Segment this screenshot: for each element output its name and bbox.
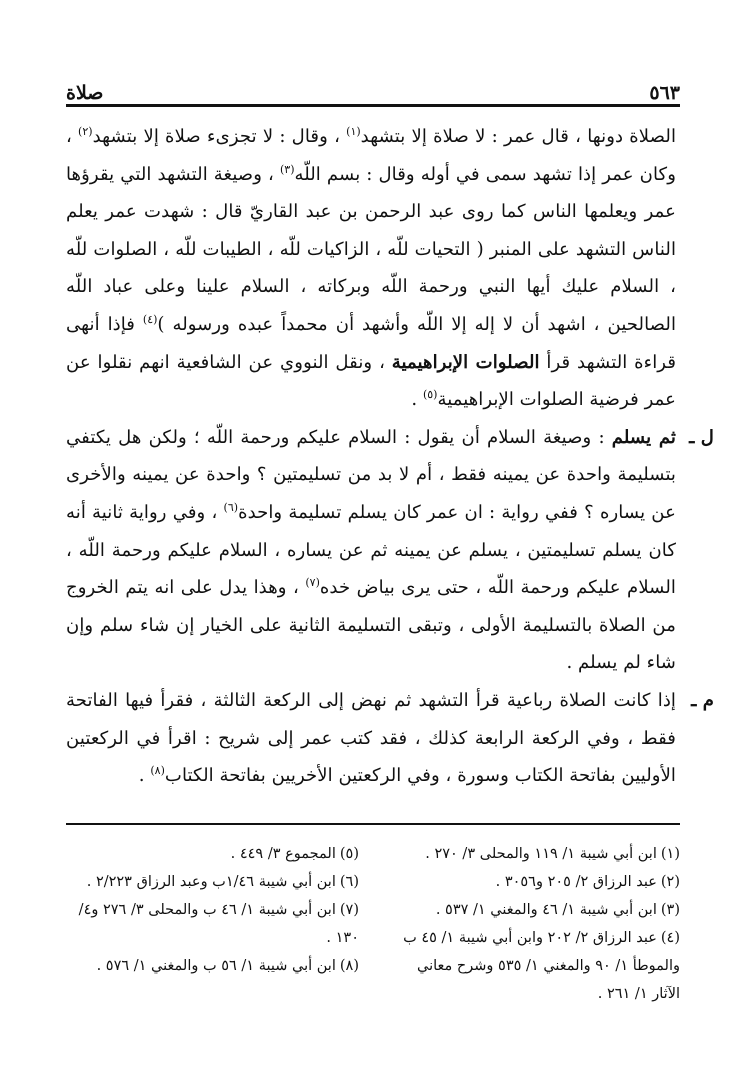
- footnote: [387, 896, 680, 924]
- footnote-text: ابن أبي شيبة ١/٤٦ب وعبد الرزاق ٢/٢٢٣ .: [86, 874, 336, 890]
- text-span: ، ونقل النووي عن الشافعية انهم نقلوا عن عمر فرضية الصلوات الإبراهيمية: [66, 351, 676, 411]
- footnote-number: (٦): [339, 874, 359, 890]
- text-span: ، وهذا يدل على انه يتم الخروج من الصلاة بالتسليمة الأولى ، وتبقى التسليمة الثانية على الخيار إن شاء سلم وإن شاء لم يسلم .: [66, 577, 676, 674]
- page-number: ٥٦٣: [649, 82, 680, 104]
- header-divider: [66, 104, 680, 107]
- paragraph-tashahhud: [66, 118, 676, 419]
- footnote-text: ابن أبي شيبة ١/ ٤٦ ب والمحلى ٣/ ٢٧٦ و٤/ ١٣٠ .: [78, 902, 359, 946]
- footnote-number: (٢): [660, 874, 680, 890]
- text-span: الصلاة دونها ، قال عمر : لا صلاة إلا بتشهد: [360, 126, 677, 147]
- footnote-number: (١): [660, 846, 680, 862]
- footnote-text: ابن أبي شيبة ١/ ١١٩ والمحلى ٣/ ٢٧٠ .: [425, 846, 657, 862]
- footnote-ref[interactable]: (٧): [305, 576, 320, 590]
- footnote-ref[interactable]: (٨): [150, 764, 165, 778]
- footnote: [387, 840, 680, 868]
- footnote-ref[interactable]: (٣): [279, 162, 295, 176]
- footnote-number: (٨): [339, 958, 359, 974]
- text-span: ، وصيغة التشهد التي يقرؤها عمر ويعلمها الناس كما روى عبد الرحمن بن عبد القاريّ قال : شهدت عمر يعلم الناس التشهد على المنبر ( التحيات للّه ، الزاكيات للّه ، الطيبات للّه ، الصلوات للّه ، السلام عليك أيها النبي ورحمة اللّه وبركاته ، السلام علينا وعلى عباد اللّه الصالحين ، اشهد أن لا إله إلا اللّه وأشهد أن محمداً عبده ورسوله ): [66, 163, 676, 335]
- footnote: [66, 868, 359, 896]
- item-marker: م ـ: [691, 689, 714, 711]
- list-item-m: [66, 682, 714, 795]
- footnote-text: المجموع ٣/ ٤٤٩ .: [230, 846, 336, 862]
- footnote-number: (٣): [660, 902, 680, 918]
- footnote-text: ابن أبي شيبة ١/ ٤٦ والمغني ١/ ٥٣٧ .: [435, 902, 657, 918]
- text-span: ، وفي رواية ثانية أنه كان يسلم تسليمتين ، يسلم عن يمينه ثم عن يساره ، السلام عليكم ورحمة اللّه ، السلام عليكم ورحمة اللّه ، حتى يرى بياض خده: [66, 501, 676, 599]
- main-text: [66, 118, 714, 795]
- text-span: فإذا أنهى قراءة التشهد قرأ: [66, 313, 677, 373]
- item-text: [66, 682, 676, 795]
- footnote: [387, 868, 680, 896]
- running-header: [66, 70, 680, 104]
- footnote-ref[interactable]: (٥): [422, 388, 438, 402]
- footnote-text: عبد الرزاق ٢/ ٢٠٥ و٣٠٥٦ .: [495, 874, 657, 890]
- footnote-text: ابن أبي شيبة ١/ ٥٦ ب والمغني ١/ ٥٧٦ .: [96, 958, 336, 974]
- footnote-ref[interactable]: (٤): [142, 312, 158, 326]
- text-span: .: [411, 389, 423, 411]
- footnote-number: (٧): [339, 902, 359, 918]
- footnotes: [66, 840, 680, 1008]
- footnote-number: (٥): [339, 846, 359, 862]
- footnote-divider: [66, 823, 680, 825]
- footnote: [66, 840, 359, 868]
- footnote-ref[interactable]: (٢): [78, 124, 93, 138]
- text-span: ، وكان عمر إذا تشهد سمى في أوله وقال : بسم اللّه: [66, 126, 676, 185]
- item-text: [66, 419, 676, 682]
- text-span: ، وقال : لا تجزىء صلاة إلا بتشهد: [92, 126, 347, 147]
- footnote-ref[interactable]: (٦): [223, 500, 239, 514]
- text-span: .: [138, 765, 151, 787]
- footnote: [66, 896, 359, 952]
- footnote-number: (٤): [660, 930, 680, 946]
- footnote: [66, 952, 359, 980]
- bold-term: ثم يسلم: [611, 426, 676, 448]
- bold-term: الصلوات الإبراهيمية: [391, 351, 540, 373]
- item-marker: ل ـ: [689, 426, 714, 448]
- text-span: : وصيغة السلام أن يقول : السلام عليكم ورحمة اللّه ؛ ولكن هل يكتفي بتسليمة واحدة عن يمينه فقط ، أم لا بد من تسليمتين ؟ واحدة عن يمينه والأخرى عن يساره ؟ ففي رواية : ان عمر كان يسلم تسليمة واحدة: [66, 426, 676, 523]
- running-title: صلاة: [66, 82, 104, 104]
- text-span: إذا كانت الصلاة رباعية قرأ التشهد ثم نهض إلى الركعة الثالثة ، فقرأ فيها الفاتحة فقط ، وفي الركعة الرابعة كذلك ، فقد كتب عمر إلى شريح : اقرأ في الركعتين الأوليين بفاتحة الكتاب وسورة ، وفي الركعتين الأخريين بفاتحة الكتاب: [66, 689, 676, 787]
- footnote-text: عبد الرزاق ٢/ ٢٠٢ وابن أبي شيبة ١/ ٤٥ ب والموطأ ١/ ٩٠ والمغني ١/ ٥٣٥ وشرح معاني الآثار ١/ ٢٦١ .: [403, 930, 680, 1002]
- footnotes-left-column: [66, 840, 359, 1008]
- list-item-l: [66, 419, 714, 682]
- footnotes-right-column: [387, 840, 680, 1008]
- footnote-ref[interactable]: (١): [346, 124, 361, 138]
- footnote: [387, 924, 680, 1008]
